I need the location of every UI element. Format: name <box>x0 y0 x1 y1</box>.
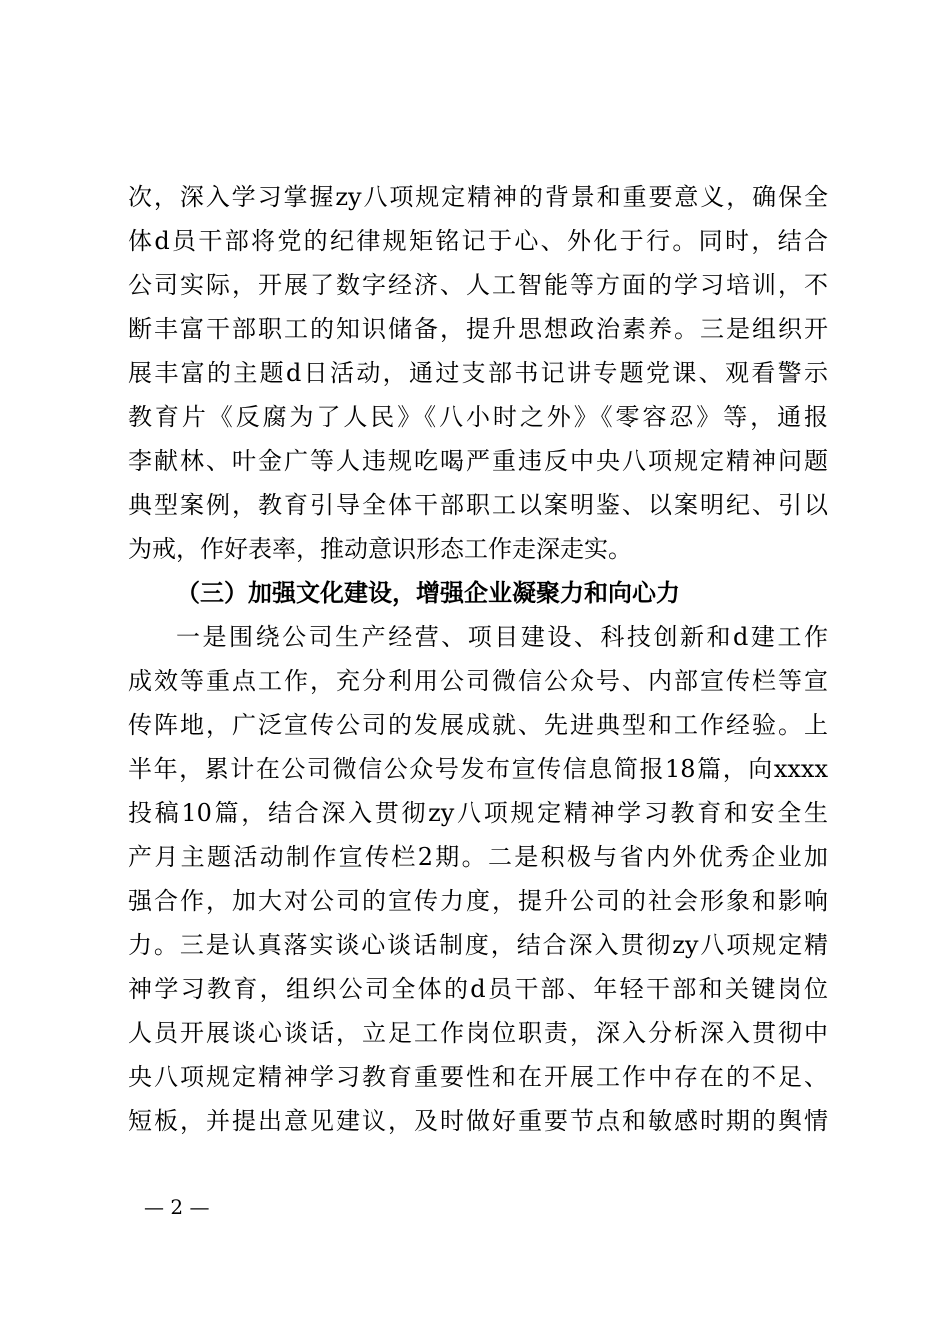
paragraph-line: 央八项规定精神学习教育重要性和在开展工作中存在的不足、 <box>128 1063 828 1091</box>
paragraph-line: 一是围绕公司生产经营、项目建设、科技创新和d建工作 <box>176 623 828 651</box>
paragraph-line: 李献林、叶金广等人违规吃喝严重违反中央八项规定精神问题 <box>128 447 828 475</box>
paragraph-line: 成效等重点工作，充分利用公司微信公众号、内部宣传栏等宣 <box>128 667 828 695</box>
paragraph-line: 半年，累计在公司微信公众号发布宣传信息简报18篇，向xxxx <box>128 755 828 783</box>
section-heading: （三）加强文化建设，增强企业凝聚力和向心力 <box>176 578 680 607</box>
paragraph-line: 强合作，加大对公司的宣传力度，提升公司的社会形象和影响 <box>128 887 828 915</box>
paragraph-line: 为戒，作好表率，推动意识形态工作走深走实。 <box>128 535 632 563</box>
paragraph-line: 断丰富干部职工的知识储备，提升思想政治素养。三是组织开 <box>128 315 828 343</box>
paragraph-line: 人员开展谈心谈话，立足工作岗位职责，深入分析深入贯彻中 <box>128 1019 828 1047</box>
paragraph-line: 典型案例，教育引导全体干部职工以案明鉴、以案明纪、引以 <box>128 491 828 519</box>
paragraph-line: 投稿10篇，结合深入贯彻zy八项规定精神学习教育和安全生 <box>128 799 828 827</box>
page-number: — 2 — <box>144 1195 210 1219</box>
paragraph-line: 教育片《反腐为了人民》《八小时之外》《零容忍》等，通报 <box>128 403 828 431</box>
paragraph-line: 神学习教育，组织公司全体的d员干部、年轻干部和关键岗位 <box>128 975 828 1003</box>
paragraph-line: 短板，并提出意见建议，及时做好重要节点和敏感时期的舆情 <box>128 1107 828 1135</box>
paragraph-line: 传阵地，广泛宣传公司的发展成就、先进典型和工作经验。上 <box>128 711 828 739</box>
paragraph-line: 体d员干部将党的纪律规矩铭记于心、外化于行。同时，结合 <box>128 227 828 255</box>
paragraph-line: 次，深入学习掌握zy八项规定精神的背景和重要意义，确保全 <box>128 183 828 211</box>
paragraph-line: 展丰富的主题d日活动，通过支部书记讲专题党课、观看警示 <box>128 359 828 387</box>
paragraph-line: 产月主题活动制作宣传栏2期。二是积极与省内外优秀企业加 <box>128 843 828 871</box>
paragraph-line: 公司实际，开展了数字经济、人工智能等方面的学习培训，不 <box>128 271 828 299</box>
paragraph-line: 力。三是认真落实谈心谈话制度，结合深入贯彻zy八项规定精 <box>128 931 828 959</box>
